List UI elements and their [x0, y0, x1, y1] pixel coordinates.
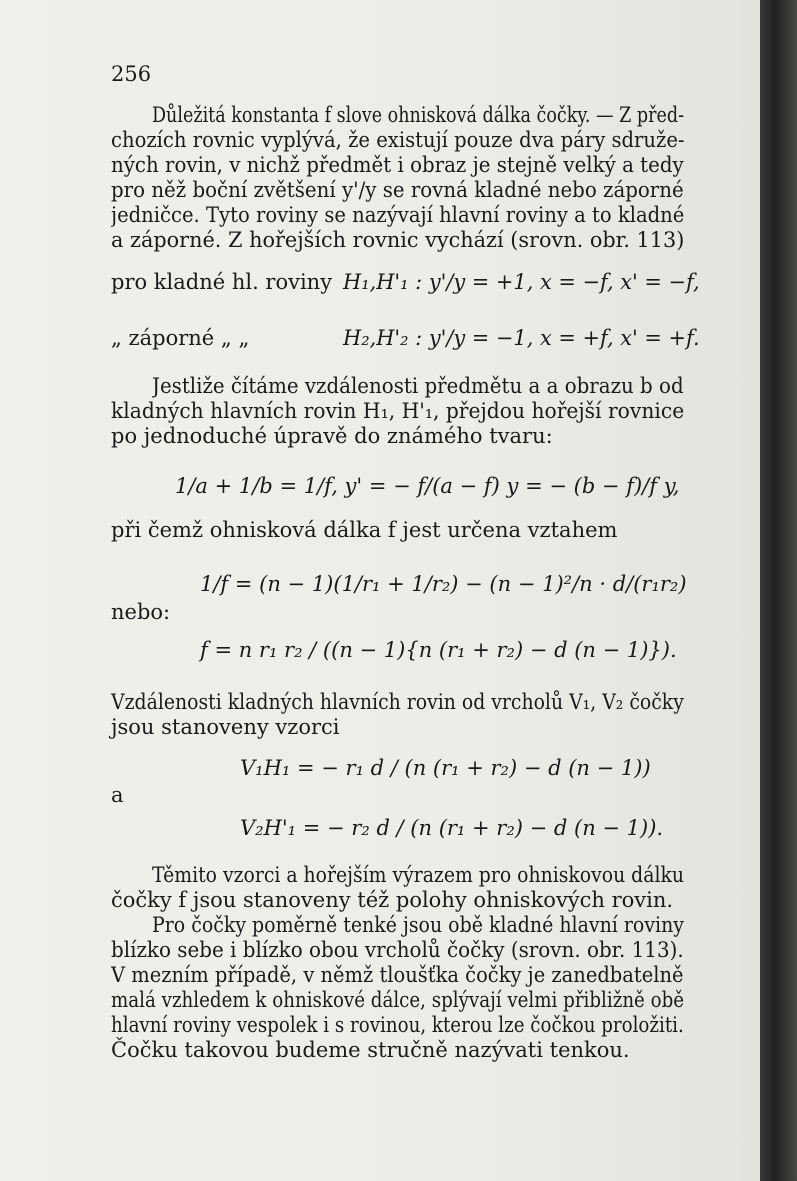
- paragraph-2-line-2: kladných hlavních rovin H₁, H'₁, přejdou hořejší rovnice: [111, 399, 685, 423]
- paragraph-3-line-1: Vzdálenosti kladných hlavních rovin od vrcholů V₁, V₂ čočky: [111, 690, 684, 714]
- paragraph-5-line-6: Čočku takovou budeme stručně nazývati tenkou.: [111, 1038, 630, 1062]
- paragraph-5-line-5: hlavní roviny vespolek i s rovinou, kterou lze čočkou proložiti.: [111, 1013, 684, 1037]
- paragraph-4-line-2: čočky f jsou stanoveny též polohy ohniskových rovin.: [111, 888, 674, 912]
- eq-lens-formula: 1/a + 1/b = 1/f, y' = − f/(a − f) y = − (b − f)/f y,: [175, 474, 680, 498]
- paragraph-1-line-2: chozích rovnic vyplývá, že existují pouze dva páry sdruže-: [111, 128, 685, 152]
- eq-vertex-distance-1: V₁H₁ = − r₁ d / (n (r₁ + r₂) − d (n − 1)): [240, 756, 651, 780]
- book-binding-edge: [760, 0, 797, 1181]
- paragraph-5-line-1: Pro čočky poměrně tenké jsou obě kladné hlavní roviny: [152, 913, 684, 937]
- eq-focal-length-2: f = n r₁ r₂ / ((n − 1){n (r₁ + r₂) − d (n − 1)}).: [200, 638, 677, 662]
- eq-minus-label: „ záporné „ „: [111, 326, 250, 350]
- paragraph-2-line-3: po jednoduché úpravě do známého tvaru:: [111, 424, 553, 448]
- eq-plus-equation: H₁,H'₁ : y'/y = +1, x = −f, x' = −f,: [343, 270, 700, 294]
- paragraph-1-line-4: pro něž boční zvětšení y'/y se rovná kladné nebo záporné: [111, 178, 684, 202]
- paragraph-1-line-1: Důležitá konstanta f slove ohnisková dálka čočky. — Z před-: [152, 103, 684, 127]
- eq-focal-length-1: 1/f = (n − 1)(1/r₁ + 1/r₂) − (n − 1)²/n · d/(r₁r₂): [200, 572, 687, 596]
- page-number: 256: [111, 62, 152, 86]
- eq-minus-equation: H₂,H'₂ : y'/y = −1, x = +f, x' = +f.: [343, 326, 700, 350]
- eq-vertex-distance-2: V₂H'₁ = − r₂ d / (n (r₁ + r₂) − d (n − 1)).: [240, 816, 664, 840]
- nebo-label: nebo:: [111, 600, 171, 624]
- a-label: a: [111, 783, 124, 807]
- paragraph-1-line-6: a záporné. Z hořejších rovnic vychází (srovn. obr. 113): [111, 228, 685, 252]
- paragraph-4-line-1: Těmito vzorci a hořejším výrazem pro ohniskovou dálku: [152, 863, 684, 887]
- paragraph-1-line-3: ných rovin, v nichž předmět i obraz je stejně velký a tedy: [111, 153, 684, 177]
- paragraph-3-line-2: jsou stanoveny vzorci: [111, 715, 340, 739]
- paragraph-5-line-2: blízko sebe i blízko obou vrcholů čočky (srovn. obr. 113).: [111, 938, 684, 962]
- paragraph-5-line-3: V mezním případě, v němž tloušťka čočky je zanedbatelně: [111, 963, 684, 987]
- paragraph-2-line-1: Jestliže čítáme vzdálenosti předmětu a a obrazu b od: [152, 374, 684, 398]
- eq-plus-label: pro kladné hl. roviny: [111, 270, 333, 294]
- focal-length-intro: při čemž ohnisková dálka f jest určena vztahem: [111, 518, 618, 542]
- paragraph-5-line-4: malá vzhledem k ohniskové dálce, splývají velmi přibližně obě: [111, 988, 684, 1012]
- paragraph-1-line-5: jedničce. Tyto roviny se nazývají hlavní roviny a to kladné: [111, 203, 685, 227]
